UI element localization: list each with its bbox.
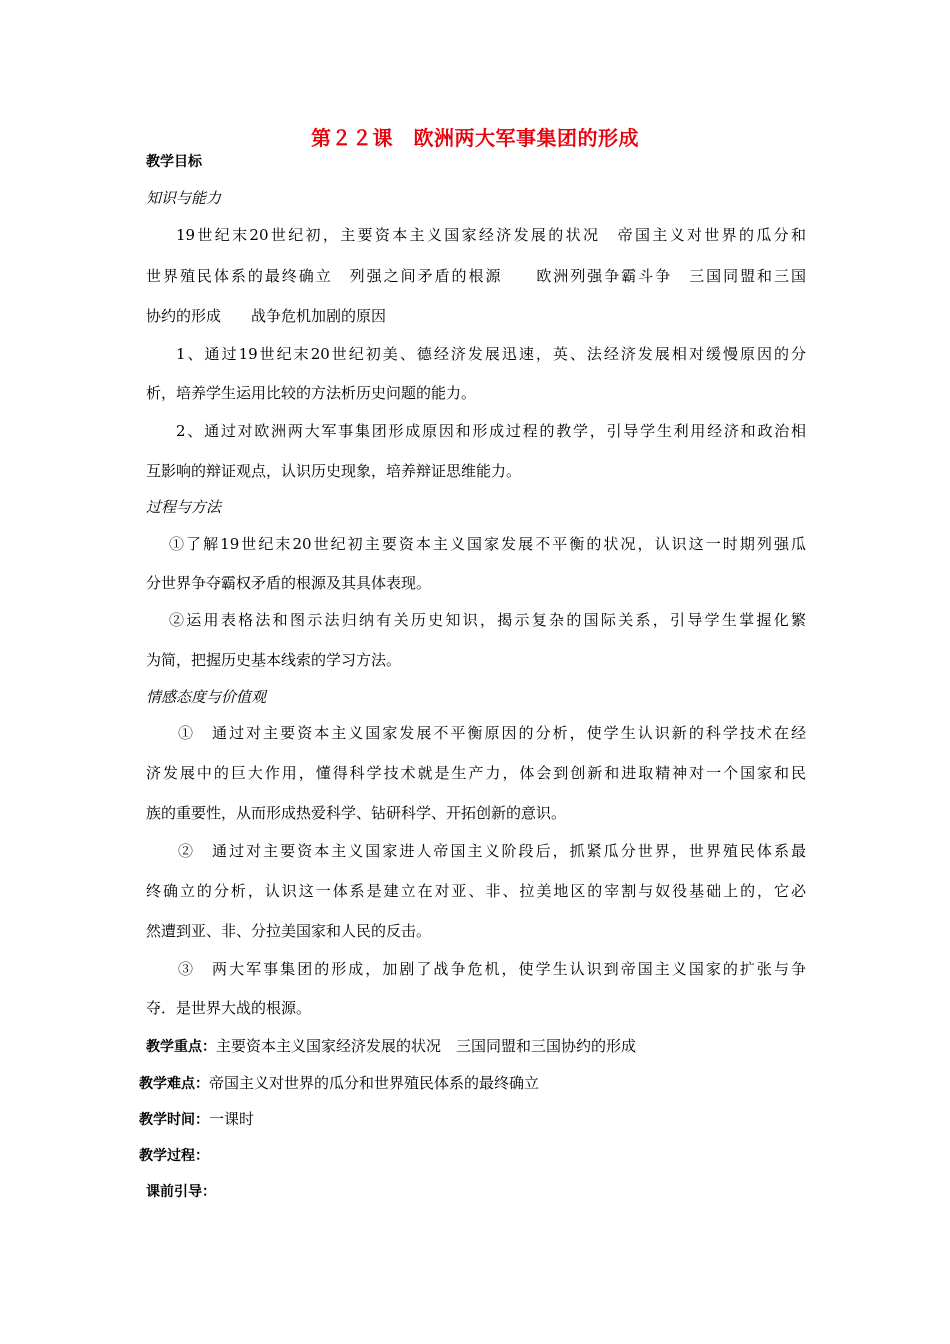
process-section-heading: 教学过程： [139,1148,209,1164]
key-points-text: 主要资本主义国家经济发展的状况 三国同盟和三国协约的形成 [216,1037,637,1055]
knowledge-line-7: 互影响的辩证观点，认识历史现象，培养辩证思维能力。 [146,462,522,480]
knowledge-line-1: 19世纪末20世纪初，主要资本主义国家经济发展的状况 帝国主义对世界的瓜分和 [176,226,806,244]
time-row [139,1109,254,1130]
key-points-row [146,1036,636,1057]
knowledge-line-4: 1、通过19世纪末20世纪初美、德经济发展迅速，英、法经济发展相对缓慢原因的分 [176,345,806,363]
process-line-2: 分世界争夺霸权矛盾的根源及其具体表现。 [146,574,432,592]
time-label: 教学时间： [139,1112,209,1128]
process-line-4: 为简，把握历史基本线索的学习方法。 [146,651,402,669]
values-line-6: 然遭到亚、非、分拉美国家和人民的反击。 [146,922,432,940]
process-line-1: ①了解19世纪末20世纪初主要资本主义国家发展不平衡的状况，认识这一时期列强瓜 [169,535,806,553]
goals-heading: 教学目标 [146,154,202,170]
knowledge-line-2: 世界殖民体系的最终确立 列强之间矛盾的根源 欧洲列强争霸斗争 三国同盟和三国 [146,267,806,285]
knowledge-heading: 知识与能力 [146,189,222,207]
intro-heading: 课前引导： [146,1184,216,1200]
values-line-7: ③ 两大军事集团的形成，加剧了战争危机，使学生认识到帝国主义国家的扩张与争 [178,960,806,978]
values-line-2: 济发展中的巨大作用，懂得科学技术就是生产力，体会到创新和进取精神对一个国家和民 [146,764,806,782]
values-heading: 情感态度与价值观 [146,688,267,706]
values-line-8: 夺．是世界大战的根源。 [146,999,312,1017]
time-text: 一课时 [209,1110,255,1128]
knowledge-line-6: 2、通过对欧洲两大军事集团形成原因和形成过程的教学，引导学生利用经济和政治相 [176,422,806,440]
process-line-3: ②运用表格法和图示法归纳有关历史知识，揭示复杂的国际关系，引导学生掌握化繁 [169,611,806,629]
values-line-4: ② 通过对主要资本主义国家进人帝国主义阶段后，抓紧瓜分世界，世界殖民体系最 [178,842,806,860]
knowledge-line-5: 析，培养学生运用比较的方法析历史问题的能力。 [146,384,477,402]
values-line-3: 族的重要性，从而形成热爱科学、钻研科学、开拓创新的意识。 [146,804,567,822]
values-line-5: 终确立的分析，认识这一体系是建立在对亚、非、拉美地区的宰割与奴役基础上的，它必 [146,882,806,900]
process-heading: 过程与方法 [146,498,222,516]
difficulties-text: 帝国主义对世界的瓜分和世界殖民体系的最终确立 [209,1074,540,1092]
difficulties-row [139,1073,539,1094]
knowledge-line-3: 协约的形成 战争危机加剧的原因 [146,307,387,325]
difficulties-label: 教学难点： [139,1076,209,1092]
values-line-1: ① 通过对主要资本主义国家发展不平衡原因的分析，使学生认识新的科学技术在经 [178,724,806,742]
key-points-label: 教学重点： [146,1039,216,1055]
page-title: 第２２课 欧洲两大军事集团的形成 [311,126,639,150]
